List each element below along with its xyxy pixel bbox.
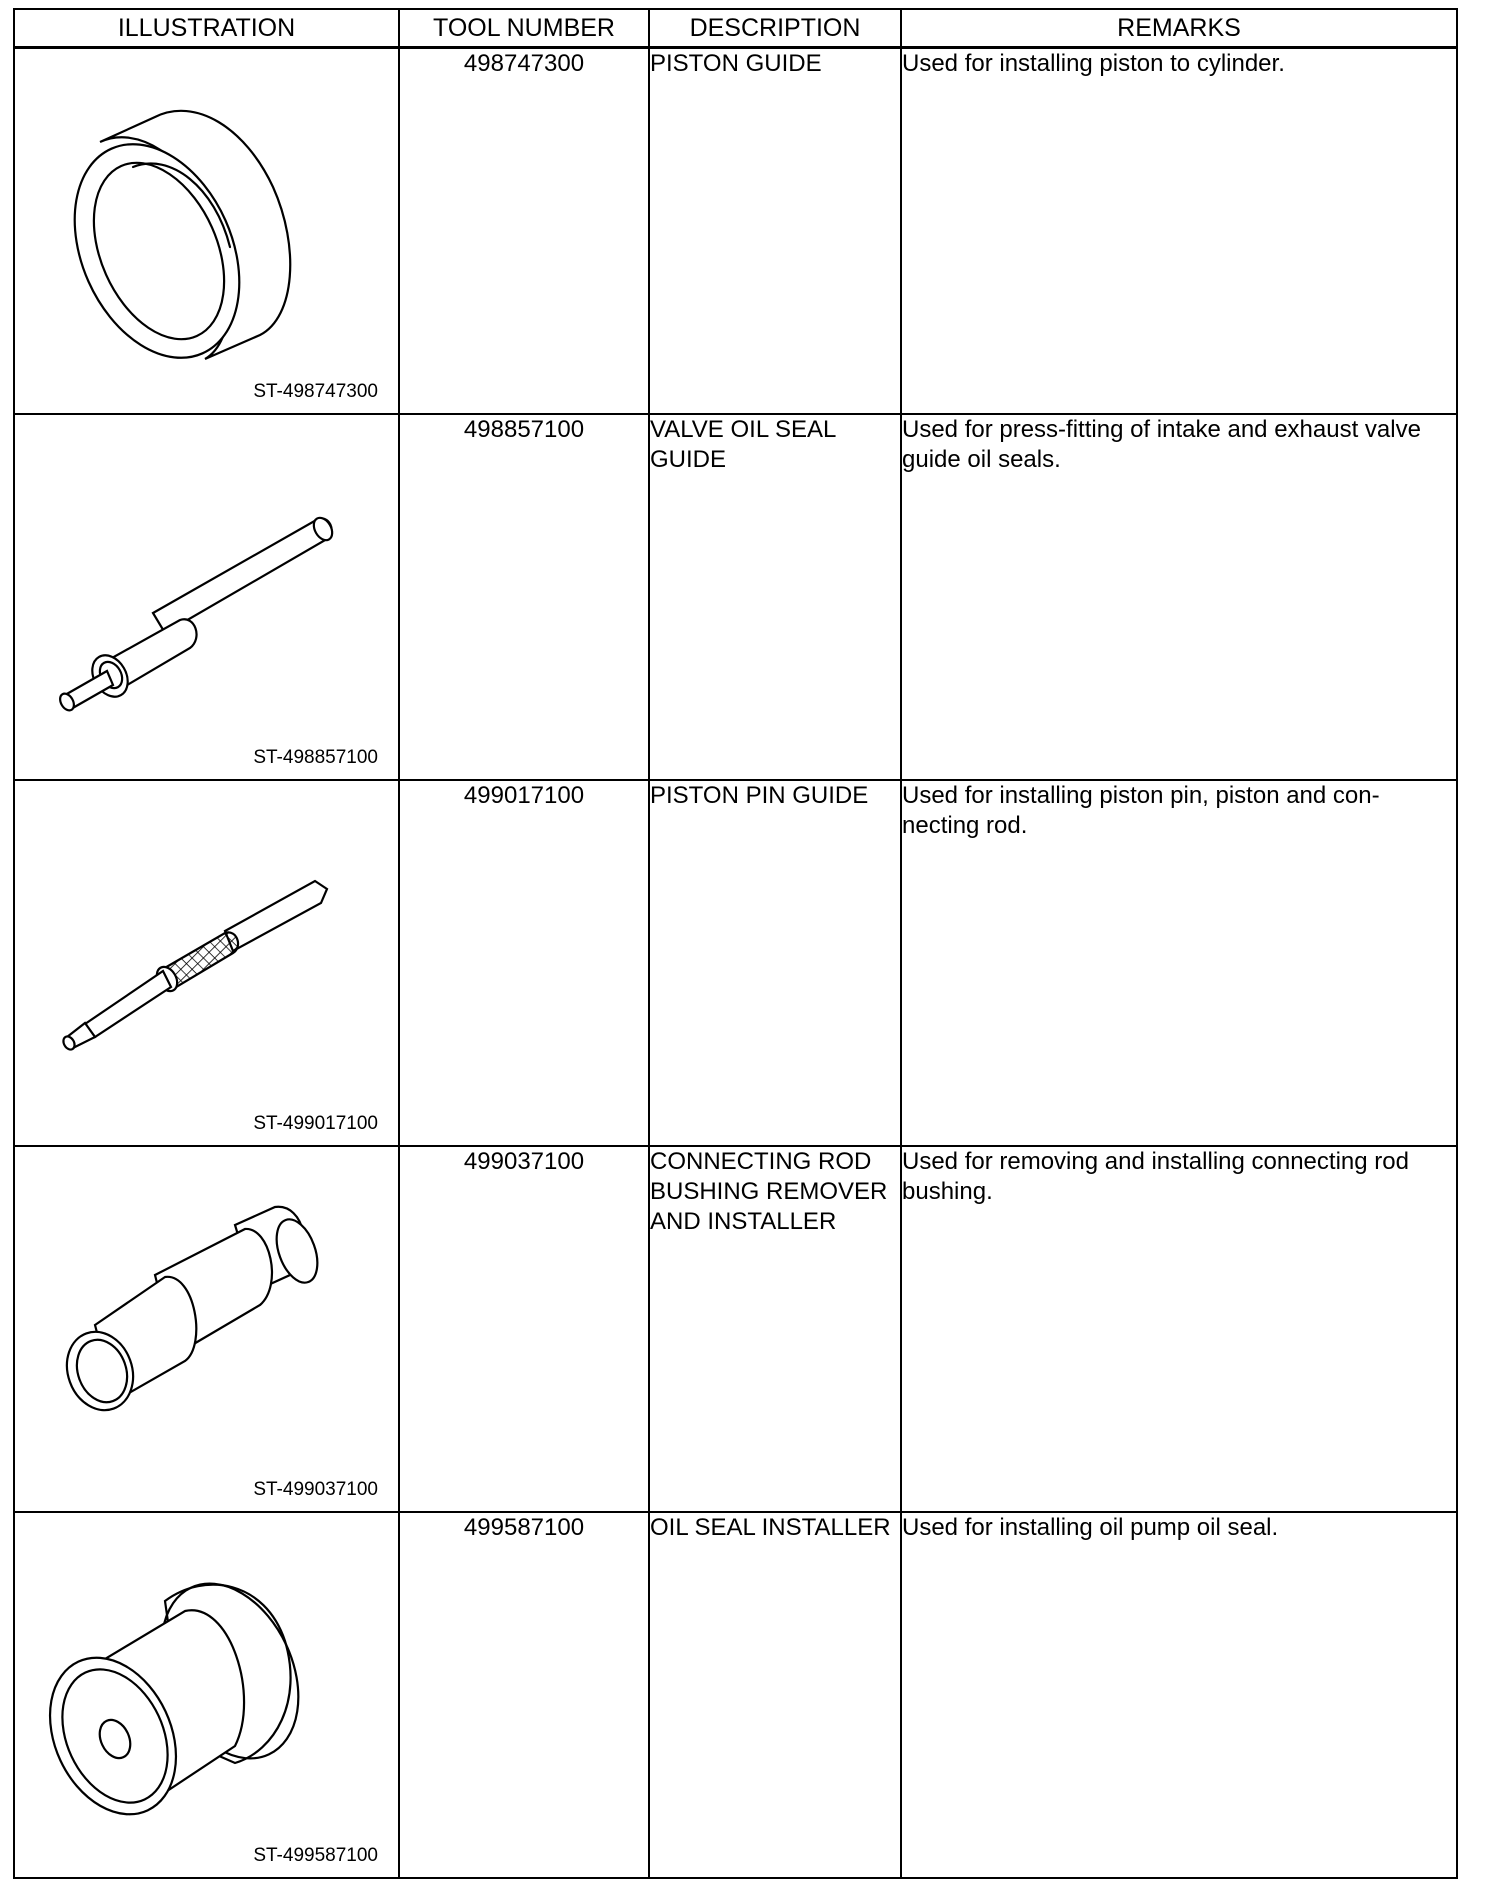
illustration-caption: ST-499587100 <box>253 1845 378 1866</box>
illustration-cell <box>14 1512 399 1878</box>
description: PISTON PIN GUIDE <box>649 780 901 1146</box>
table-row <box>14 414 1457 780</box>
illustration-cell <box>14 414 399 780</box>
illustration-caption: ST-499037100 <box>253 1479 378 1500</box>
illustration-caption: ST-498857100 <box>253 747 378 768</box>
header-description: DESCRIPTION <box>649 9 901 48</box>
table-row <box>14 1146 1457 1512</box>
remarks: Used for installing piston pin, piston and con-necting rod. <box>901 780 1457 1146</box>
header-tool-number: TOOL NUMBER <box>399 9 649 48</box>
table-row <box>14 780 1457 1146</box>
illustration-cell <box>14 48 399 415</box>
description: PISTON GUIDE <box>649 48 901 415</box>
illustration-caption: ST-498747300 <box>253 381 378 402</box>
valve-oil-seal-guide-icon <box>45 433 375 733</box>
tool-number: 498747300 <box>399 48 649 415</box>
header-row <box>14 9 1457 48</box>
table-row <box>14 1512 1457 1878</box>
description: VALVE OIL SEAL GUIDE <box>649 414 901 780</box>
remarks: Used for press-fitting of intake and exhaust valve guide oil seals. <box>901 414 1457 780</box>
remarks: Used for installing piston to cylinder. <box>901 48 1457 415</box>
remarks: Used for installing oil pump oil seal. <box>901 1512 1457 1878</box>
special-tools-table <box>13 8 1458 1879</box>
oil-seal-installer-icon <box>45 1531 375 1831</box>
illustration-cell <box>14 1146 399 1512</box>
remarks: Used for removing and installing connecting rod bushing. <box>901 1146 1457 1512</box>
header-illustration: ILLUSTRATION <box>14 9 399 48</box>
illustration-cell <box>14 780 399 1146</box>
tool-number: 499037100 <box>399 1146 649 1512</box>
tool-number: 499587100 <box>399 1512 649 1878</box>
tool-number: 499017100 <box>399 780 649 1146</box>
table-row <box>14 48 1457 415</box>
description: CONNECTING ROD BUSHING REMOVER AND INSTALLER <box>649 1146 901 1512</box>
header-remarks: REMARKS <box>901 9 1457 48</box>
piston-pin-guide-icon <box>45 799 375 1099</box>
piston-guide-icon <box>45 67 375 367</box>
bushing-remover-installer-icon <box>45 1165 375 1465</box>
illustration-caption: ST-499017100 <box>253 1113 378 1134</box>
description: OIL SEAL INSTALLER <box>649 1512 901 1878</box>
tool-number: 498857100 <box>399 414 649 780</box>
